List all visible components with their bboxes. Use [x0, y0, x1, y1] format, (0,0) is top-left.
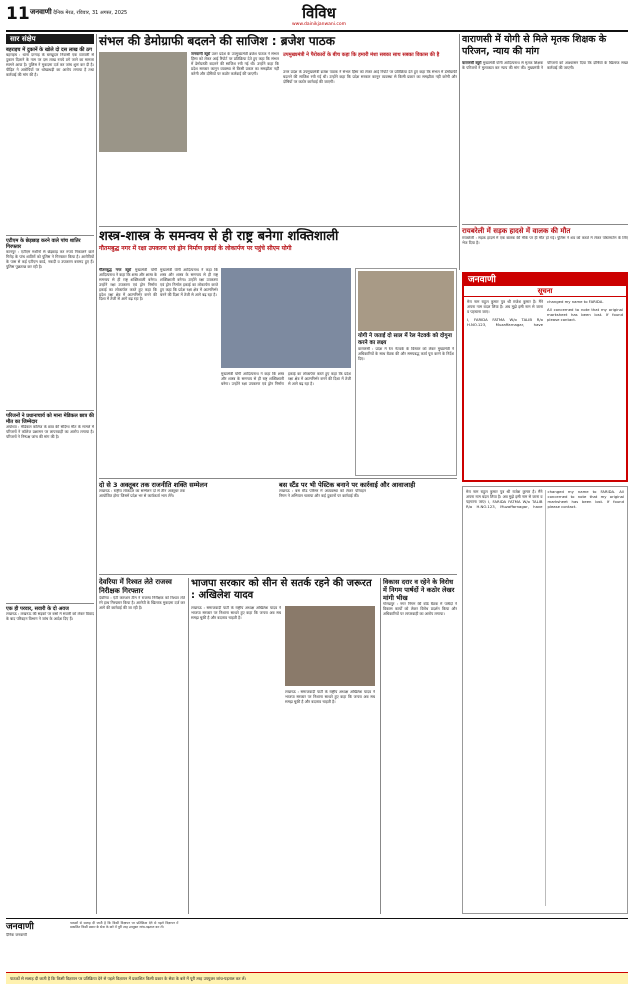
site-url[interactable]: www.dainikjanwani.com [291, 22, 347, 27]
brief-item: परिजनों ने प्रधानाचार्य को माना मेडिकल छात्र की मौत का जिम्मेदार अयोध्या : मेडिकल कॉलेज के छात्र की संदिग्ध मौत के मामले में परिजनों ने कॉलेज प्रशासन पर लापरवाही का आरोप लगाया है। परिजनों ने निष्पक्ष जांच की मांग की है। [6, 413, 94, 439]
notice-list [464, 297, 626, 467]
paper-name: जनवाणी [30, 8, 52, 16]
bottom-story: देवरिया में रिश्वत लेते राजस्व निरीक्षक गिरफ्तार देवरिया : एंटी करप्शन टीम ने राजस्व निरीक्षक को रिश्वत लेते रंगे हाथ गिरफ्तार किया है। आरोपी के खिलाफ मुकदमा दर्ज कर आगे की कार्रवाई की जा रही है। [99, 578, 185, 610]
top-headline: संभल की डेमोग्राफी बदलने की साजिश : ब्रजेश पाठक [99, 34, 335, 48]
header-rule [6, 30, 628, 32]
footer-notice: पाठकों से सलाह दी जाती है कि किसी विज्ञापन पर प्रतिक्रिया देने से पहले विज्ञापन में प्रकाशित किसी प्रकार के सेवा के बारे में पूरी तरह उपयुक्त जांच-पड़ताल कर लें। [6, 972, 628, 984]
ad-brand: जनवाणी [464, 274, 626, 286]
brief-item: एक ही परवार, सवारी के दो अवज लखनऊ : लखनऊ की सड़कों पर बसों में सवारी को लेकर विवाद के बाद परिवहन विभाग ने जांच के आदेश दिए हैं। [6, 606, 94, 621]
photo [285, 606, 375, 686]
column-divider [459, 34, 460, 270]
photo [358, 271, 454, 331]
ad-tag: सूचना [464, 286, 626, 297]
top-subhead: उपमुख्यमंत्री ने पैरोकारों के बीच कहा कि हमारी मंशा सबका साथ सबका विकास की है [283, 52, 440, 58]
classified-grid [462, 486, 628, 914]
brief-item: एटीएम के छेड़छाड़ करने वाले पांच शातिर गिरफ्तार कानपुर : एटीएम मशीनों से छेड़छाड़ कर रुपये निकालने वाले गिरोह के पांच शातिरों को पुलिस ने गिरफ्तार किया है। आरोपियों के पास से कई एटीएम कार्ड, नकदी व उपकरण बरामद हुए हैं। पुलिस पूछताछ कर रही है। [6, 238, 94, 269]
top-body: जनवाणी ब्यूरो उत्तर प्रदेश के उपमुख्यमंत्री ब्रजेश पाठक ने संभल हिंसा को लेकर आई रिपोर्ट पर प्रतिक्रिया देते हुए कहा कि संभल में डेमोग्राफी बदलने की साजिश रची गई थी। उन्होंने कहा कि प्रदेश सरकार कानून व्यवस्था से किसी प्रकार का समझौता नहीं करेगी और दोषियों पर कठोर कार्रवाई की जाएगी। [191, 52, 279, 76]
brief-column [6, 34, 94, 914]
mid-story: दो से 3 अक्तूबर तक राजनीति शक्ति सम्मेलन लखनऊ : राष्ट्रीय लोकदल का सम्मेलन दो से तीन अक्तूबर तक आयोजित होगा जिसमें प्रदेश भर से कार्यकर्ता भाग लेंगे। [99, 481, 208, 498]
lead-subhead: गौतमबुद्ध नगर में रक्षा उपकरण एवं ड्रोन निर्माण इकाई के लोकार्पण पर पहुंचे सीएम योगी [99, 245, 292, 252]
mid-story: बस स्टैंड पर भी पेस्टिक बनाने पर कार्रवाई और आवाजाही लखनऊ : बस स्टैंड परिसर में अव्यवस्था को लेकर परिवहन निगम ने अभियान चलाया और कई दुकानों पर कार्रवाई की। [279, 481, 416, 498]
brief-item: बहराइच में दुकानें के खोले दो दस लाख की ठग बहराइच : थाना दरगाह के बरखुदार निवासी एक व्यापारी से दुकान दिलाने के नाम पर दस लाख रुपये ठगे जाने का मामला सामने आया है। पुलिस ने मुकदमा दर्ज कर जांच शुरू कर दी है। पीड़ित ने आरोपियों पर धोखाधड़ी का आरोप लगाया है तथा कार्रवाई की मांग की है। [6, 47, 94, 77]
column-divider [96, 34, 97, 914]
bareilly-body: रायबरेली : सड़क हादसे में एक बालक की मौके पर ही मौत हो गई। पुलिस ने शव को कब्जे में लेकर पोस्टमार्टम के लिए भेज दिया है। [462, 236, 628, 245]
ad-box [462, 272, 628, 482]
photo [99, 52, 187, 152]
top-body-cont: उत्तर प्रदेश के उपमुख्यमंत्री ब्रजेश पाठक ने संभल हिंसा को लेकर आई रिपोर्ट पर प्रतिक्रिया देते हुए कहा कि संभल में डेमोग्राफी बदलने की साजिश रची गई थी। उन्होंने कहा कि प्रदेश सरकार कानून व्यवस्था से किसी प्रकार का समझौता नहीं करेगी और दोषियों पर कठोर कार्रवाई की जाएगी। [283, 70, 457, 84]
page-header [6, 4, 628, 30]
footer-masthead: जनवाणी दैनिक जनवाणी [6, 922, 34, 937]
lead-story-header [99, 228, 457, 264]
list-item: I, FARIDA FATMA W/o TALIB R/o H.NO.123, Muzaffarnagar, have changed my name to FARIDA. [467, 299, 604, 327]
bottom-story: विकास दरार व रहेने के विरोध में निगम पार्षदों ने कठोर लेखर मांगी भीख गोरखपुर : नगर निगम की बोर्ड बैठक में पार्षदों ने विकास कार्यों को लेकर विरोध प्रदर्शन किया और अधिकारियों पर लापरवाही का आरोप लगाया। [383, 578, 457, 616]
lead-body-cont: मुख्यमंत्री योगी आदित्यनाथ ने कहा कि शस्त्र और शास्त्र के समन्वय से ही राष्ट्र शक्तिशाली बनेगा। उन्होंने रक्षा उपकरण एवं ड्रोन निर्माण इकाई का लोकार्पण करते हुए कहा कि प्रदेश रक्षा क्षेत्र में आत्मनिर्भर बनने की दिशा में तेजी से आगे बढ़ रहा है। [160, 268, 218, 297]
bareilly-headline: रायबरेली में सड़क हादसे में वालक की मौत [462, 227, 571, 235]
brief-title: सार संक्षेप [6, 34, 94, 44]
event-photo [221, 268, 351, 368]
list-item: All concerned to note that my original marksheet has been lost. If found please contact. [547, 306, 623, 322]
lead-body: गौतमबुद्ध नगर ब्यूरो मुख्यमंत्री योगी आदित्यनाथ ने कहा कि शस्त्र और शास्त्र के समन्वय से ही राष्ट्र शक्तिशाली बनेगा। उन्होंने रक्षा उपकरण एवं ड्रोन निर्माण इकाई का लोकार्पण करते हुए कहा कि प्रदेश रक्षा क्षेत्र में आत्मनिर्भर बनने की दिशा में तेजी से आगे बढ़ रहा है। [99, 268, 157, 302]
footer-imprint: पाठकों से सलाह दी जाती है कि किसी विज्ञापन पर प्रतिक्रिया देने से पहले विज्ञापन में प्रकाशित किसी प्रकार के सेवा के बारे में पूरी तरह उपयुक्त जांच-पड़ताल कर लें। [70, 921, 179, 930]
page-number: 11 [6, 4, 30, 24]
paper-date: दैनिक मेरठ, रविवार, 31 अगस्त, 2025 [53, 10, 128, 16]
right-headline: वाराणसी में योगी से मिले मृतक शिक्षक के परिजन, न्याय की मांग [462, 34, 607, 57]
top-story [99, 34, 457, 214]
lead-body-cont2: मुख्यमंत्री योगी आदित्यनाथ ने कहा कि शस्त्र और शास्त्र के समन्वय से ही राष्ट्र शक्तिशाली बनेगा। उन्होंने रक्षा उपकरण एवं ड्रोन निर्माण इकाई का लोकार्पण करते हुए कहा कि प्रदेश रक्षा क्षेत्र में आत्मनिर्भर बनने की दिशा में तेजी से आगे बढ़ रहा है। [221, 372, 351, 386]
paper-meta [30, 10, 127, 16]
classified-text: मेरा नाम राहुल कुमार पुत्र श्री राजेश कुमार है। मैंने अपना नाम बदल लिया है। अब मुझे इसी नाम से जाना व पहचाना जाए। I, FARIDA FATMA W/o TALIB R/o H.NO.123, Muzaffarnagar, have changed my name to FARIDA. All concerned to note that my original marksheet has been lost. If found please contact. [466, 489, 624, 509]
side-box: योगी ने जताई दो साल में रेल नेटवर्क को दोगुना करने का लक्ष्य वाराणसी : प्रदेश में रेल नेटवर्क के विस्तार को लेकर मुख्यमंत्री ने अधिकारियों के साथ बैठक की और समयबद्ध कार्य पूरा करने के निर्देश दिए। [355, 268, 457, 476]
list-item: मेरा नाम राहुल कुमार पुत्र श्री राजेश कुमार है। मैंने अपना नाम बदल लिया है। अब मुझे इसी नाम से जाना व पहचाना जाए। [467, 299, 543, 314]
section-title: विविध [302, 4, 336, 22]
lead-headline: शस्त्र-शास्त्र के समन्वय से ही राष्ट्र बनेगा शक्तिशाली [99, 229, 339, 244]
right-story [462, 34, 628, 270]
bottom-story-lead: भाजपा सरकार को सीन से सतर्क रहने की जरूरत : अखिलेश यादव लखनऊ : समाजवादी पार्टी के राष्ट्रीय अध्यक्ष अखिलेश यादव ने भाजपा सरकार पर निशाना साधते हुए कहा कि जनता अब सब समझ चुकी है और बदलाव चाहती है। लखनऊ : समाजवादी पार्टी के राष्ट्रीय अध्यक्ष अखिलेश यादव ने भाजपा सरकार पर निशाना साधते हुए कहा कि जनता अब सब समझ चुकी है और बदलाव चाहती है। [191, 578, 375, 704]
right-body: वाराणसी ब्यूरो मुख्यमंत्री योगी आदित्यनाथ से मृतक शिक्षक के परिजनों ने मुलाकात कर न्याय की मांग की। मुख्यमंत्री ने परिजनों को आश्वासन दिया कि दोषियों के खिलाफ सख्त कार्रवाई की जाएगी। [462, 61, 628, 70]
